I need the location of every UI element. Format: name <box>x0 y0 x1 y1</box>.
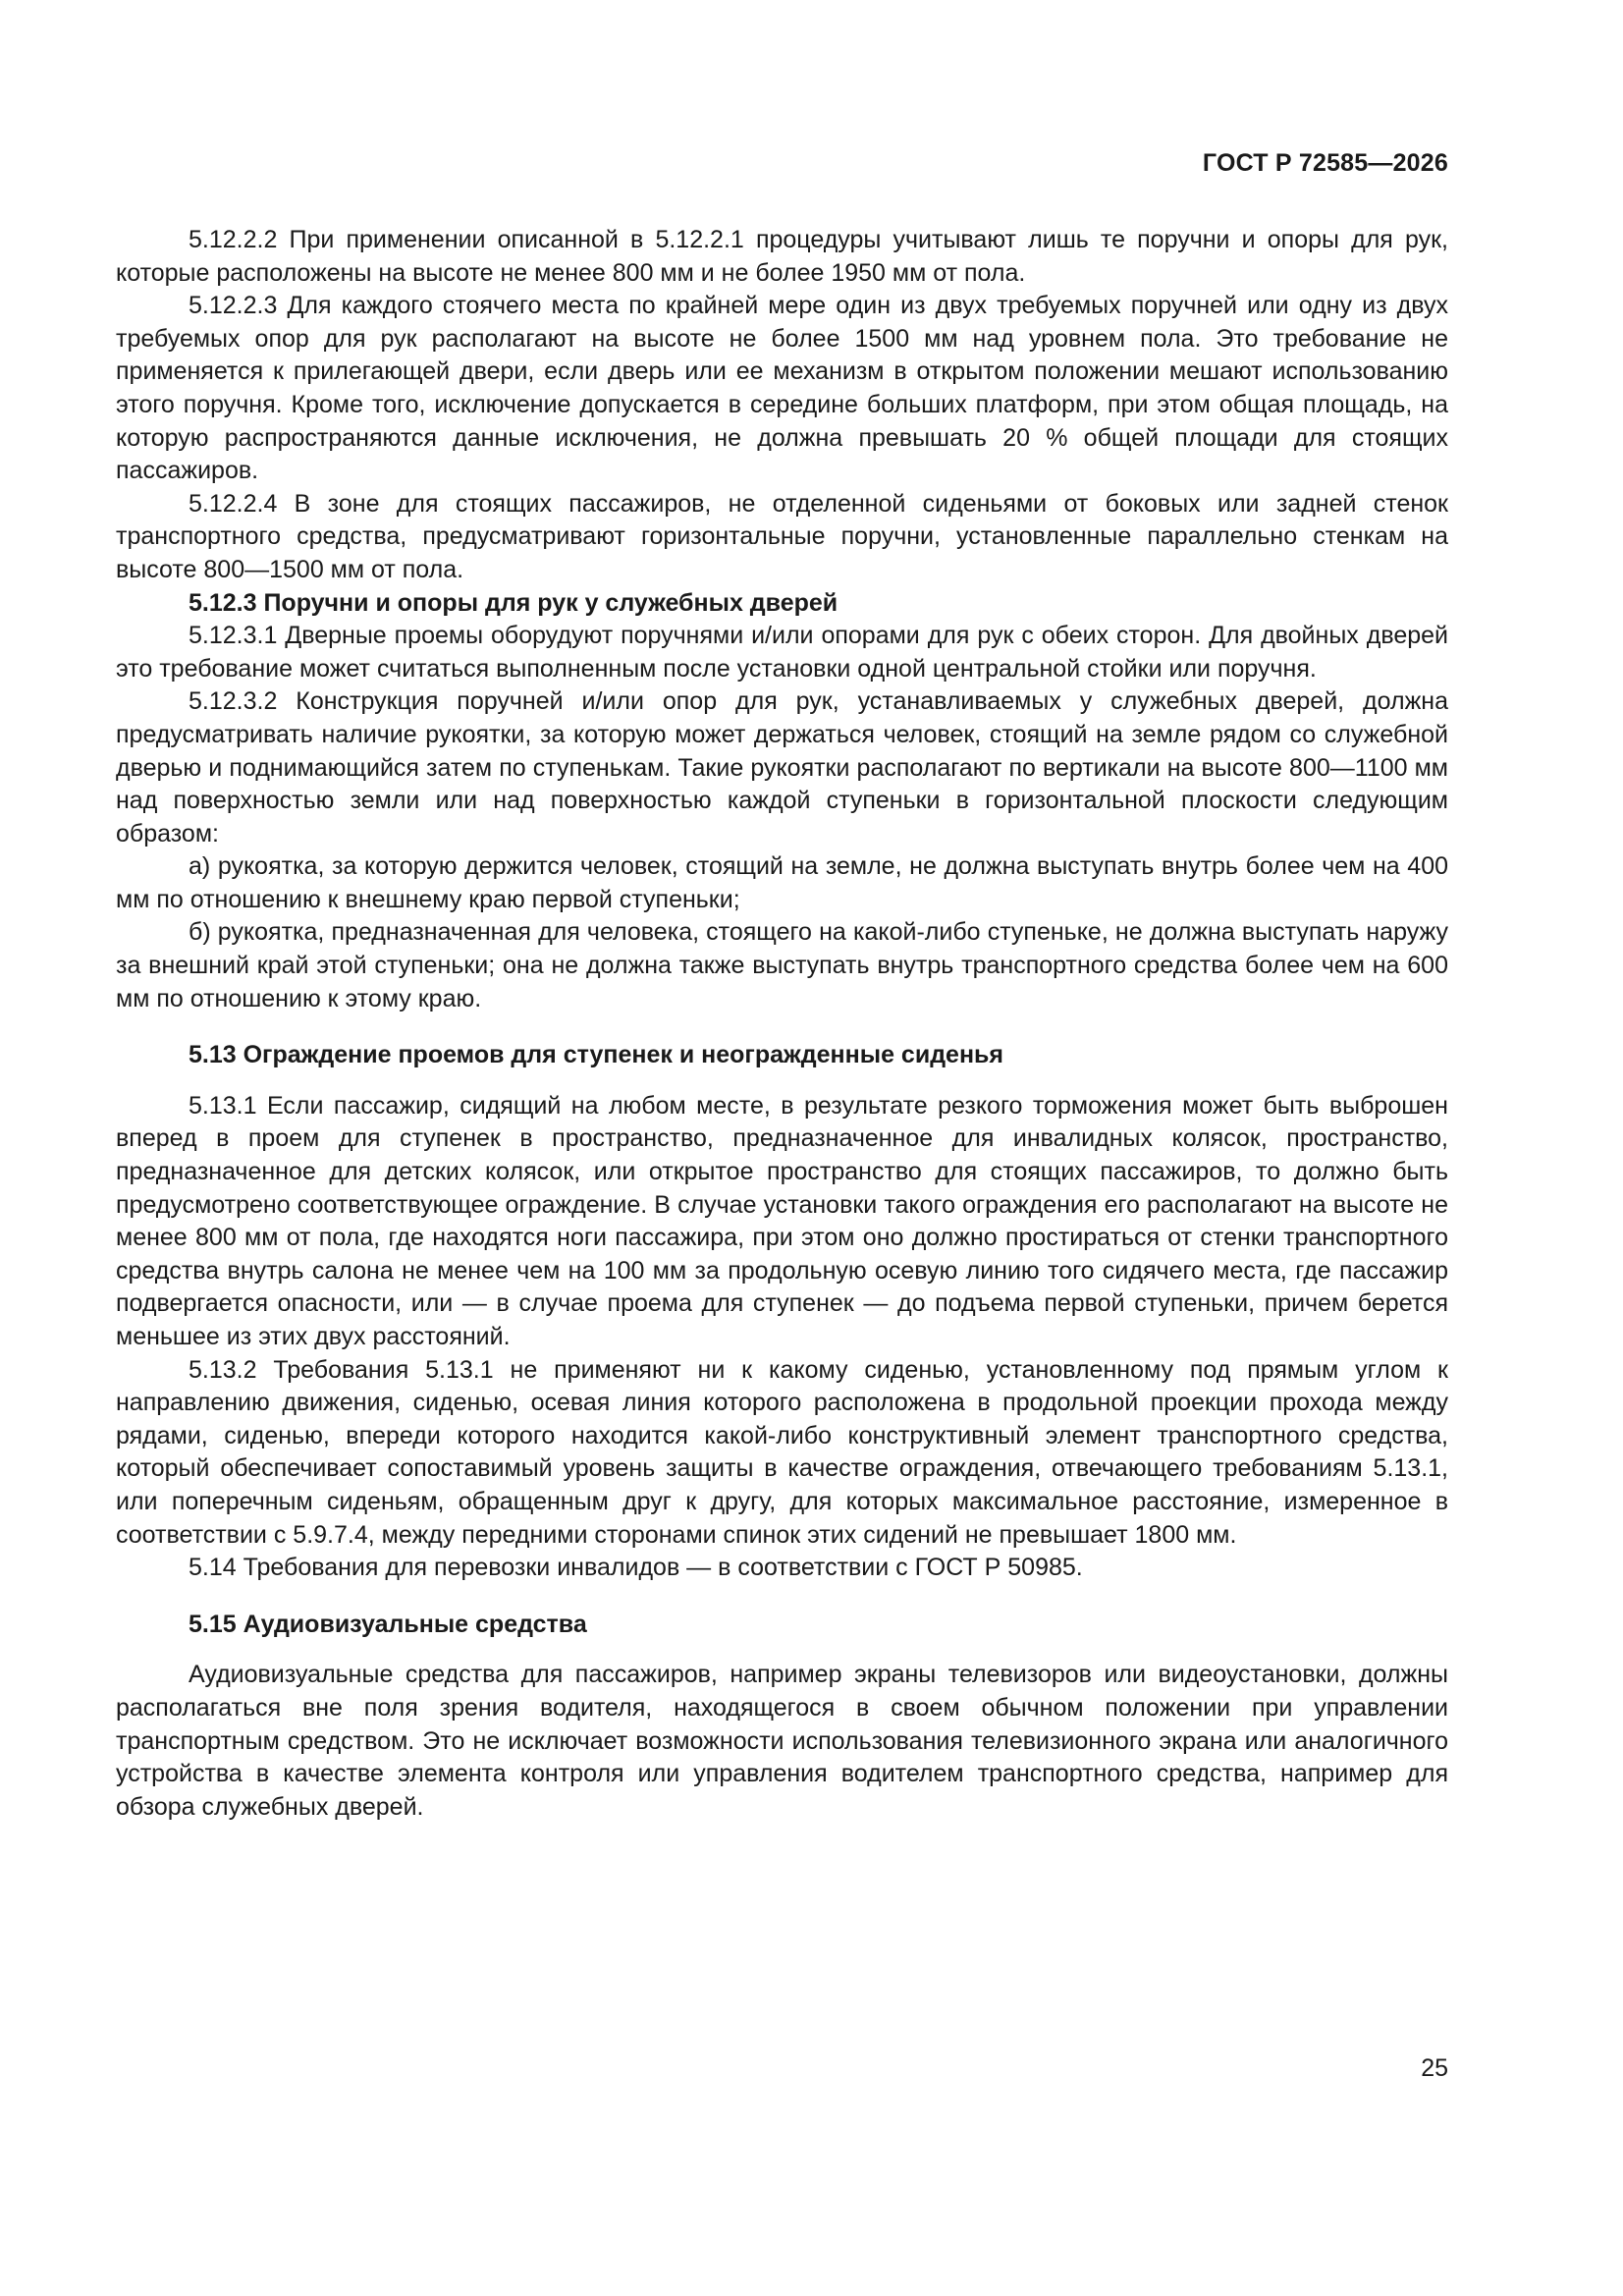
section-heading-5-15: 5.15 Аудиовизуальные средства <box>189 1610 587 1638</box>
section-heading-5-12-3: 5.12.3 Поручни и опоры для рук у служебных дверей <box>189 588 839 617</box>
standard-designation: ГОСТ Р 72585—2026 <box>1202 149 1448 177</box>
paragraph-5-13-1: 5.13.1 Если пассажир, сидящий на любом месте, в результате резкого торможения может быть выброшен вперед в проем для ступенек в пространство, предназначенное для инвалидных колясок, пространство, предназначенное для детских колясок, или открытое пространство для стоящих пассажиров, то должно быть предусмотрено соответствующее ограждение. В случае установки такого ограждения его располагают на высоте не менее 800 мм от пола, где находятся ноги пассажира, при этом оно должно простираться от стенки транспортного средства внутрь салона не менее чем на 100 мм за продольную осевую линию того сидячего места, где пассажир подвергается опасности, или — в случае проема для ступенек — до подъема первой ступеньки, причем берется меньшее из этих двух расстояний. <box>116 1091 1448 1350</box>
document-body <box>116 224 1448 1824</box>
list-item-a: а) рукоятка, за которую держится человек, стоящий на земле, не должна выступать внутрь более чем на 400 мм по отношению к внешнему краю первой ступеньки; <box>116 852 1448 913</box>
list-item-b: б) рукоятка, предназначенная для человека, стоящего на какой-либо ступеньке, не должна выступать наружу за внешний край этой ступеньки; она не должна также выступать внутрь транспортного средства более чем на 600 мм по отношению к этому краю. <box>116 918 1448 1012</box>
paragraph-5-15: Аудиовизуальные средства для пассажиров, например экраны телевизоров или видеоустановки, должны располагаться вне поля зрения водителя, находящегося в своем обычном положении при управлении транспортным средством. Это не исключает возможности использования телевизионного экрана или аналогичного устройства в качестве элемента контроля или управления водителем транспортного средства, например для обзора служебных дверей. <box>116 1661 1448 1821</box>
paragraph-5-12-2-4: 5.12.2.4 В зоне для стоящих пассажиров, не отделенной сиденьями от боковых или задней стенок транспортного средства, предусматривают горизонтальные поручни, установленные параллельно стенкам на высоте 800—1500 мм от пола. <box>116 489 1448 583</box>
page-number: 25 <box>1421 2054 1448 2082</box>
section-heading-5-13: 5.13 Ограждение проемов для ступенек и неогражденные сиденья <box>189 1041 1004 1069</box>
paragraph-5-13-2: 5.13.2 Требования 5.13.1 не применяют ни к какому сиденью, установленному под прямым углом к направлению движения, сиденью, осевая линия которого расположена в продольной проекции прохода между рядами, сиденью, впереди которого находится какой-либо конструктивный элемент транспортного средства, который обеспечивает сопоставимый уровень защиты в качестве ограждения, отвечающего требованиям 5.13.1, или поперечным сиденьям, обращенным друг к другу, для которых максимальное расстояние, измеренное в соответствии с 5.9.7.4, между передними сторонами спинок этих сидений не превышает 1800 мм. <box>116 1355 1448 1549</box>
paragraph-5-12-2-3: 5.12.2.3 Для каждого стоячего места по крайней мере один из двух требуемых поручней или одну из двух требуемых опор для рук располагают на высоте не более 1500 мм над уровнем пола. Это требование не применяется к прилегающей двери, если дверь или ее механизм в открытом положении мешают использованию этого поручня. Кроме того, исключение допускается в середине больших платформ, при этом общая площадь, на которую распространяются данные исключения, не должна превышать 20 % общей площади для стоящих пассажиров. <box>116 292 1448 485</box>
paragraph-5-14: 5.14 Требования для перевозки инвалидов — в соответствии с ГОСТ Р 50985. <box>189 1554 1083 1582</box>
paragraph-5-12-3-2: 5.12.3.2 Конструкция поручней и/или опор для рук, устанавливаемых у служебных дверей, должна предусматривать наличие рукоятки, за которую может держаться человек, стоящий на земле рядом со служебной дверью и поднимающийся затем по ступенькам. Такие рукоятки располагают по вертикали на высоте 800—1100 мм над поверхностью земли или над поверхностью каждой ступеньки в горизонтальной плоскости следующим образом: <box>116 687 1448 847</box>
paragraph-5-12-3-1: 5.12.3.1 Дверные проемы оборудуют поручнями и/или опорами для рук с обеих сторон. Для двойных дверей это требование может считаться выполненным после установки одной центральной стойки или поручня. <box>116 622 1448 683</box>
paragraph-5-12-2-2: 5.12.2.2 При применении описанной в 5.12.2.1 процедуры учитывают лишь те поручни и опоры для рук, которые расположены на высоте не менее 800 мм и не более 1950 мм от пола. <box>116 226 1448 287</box>
